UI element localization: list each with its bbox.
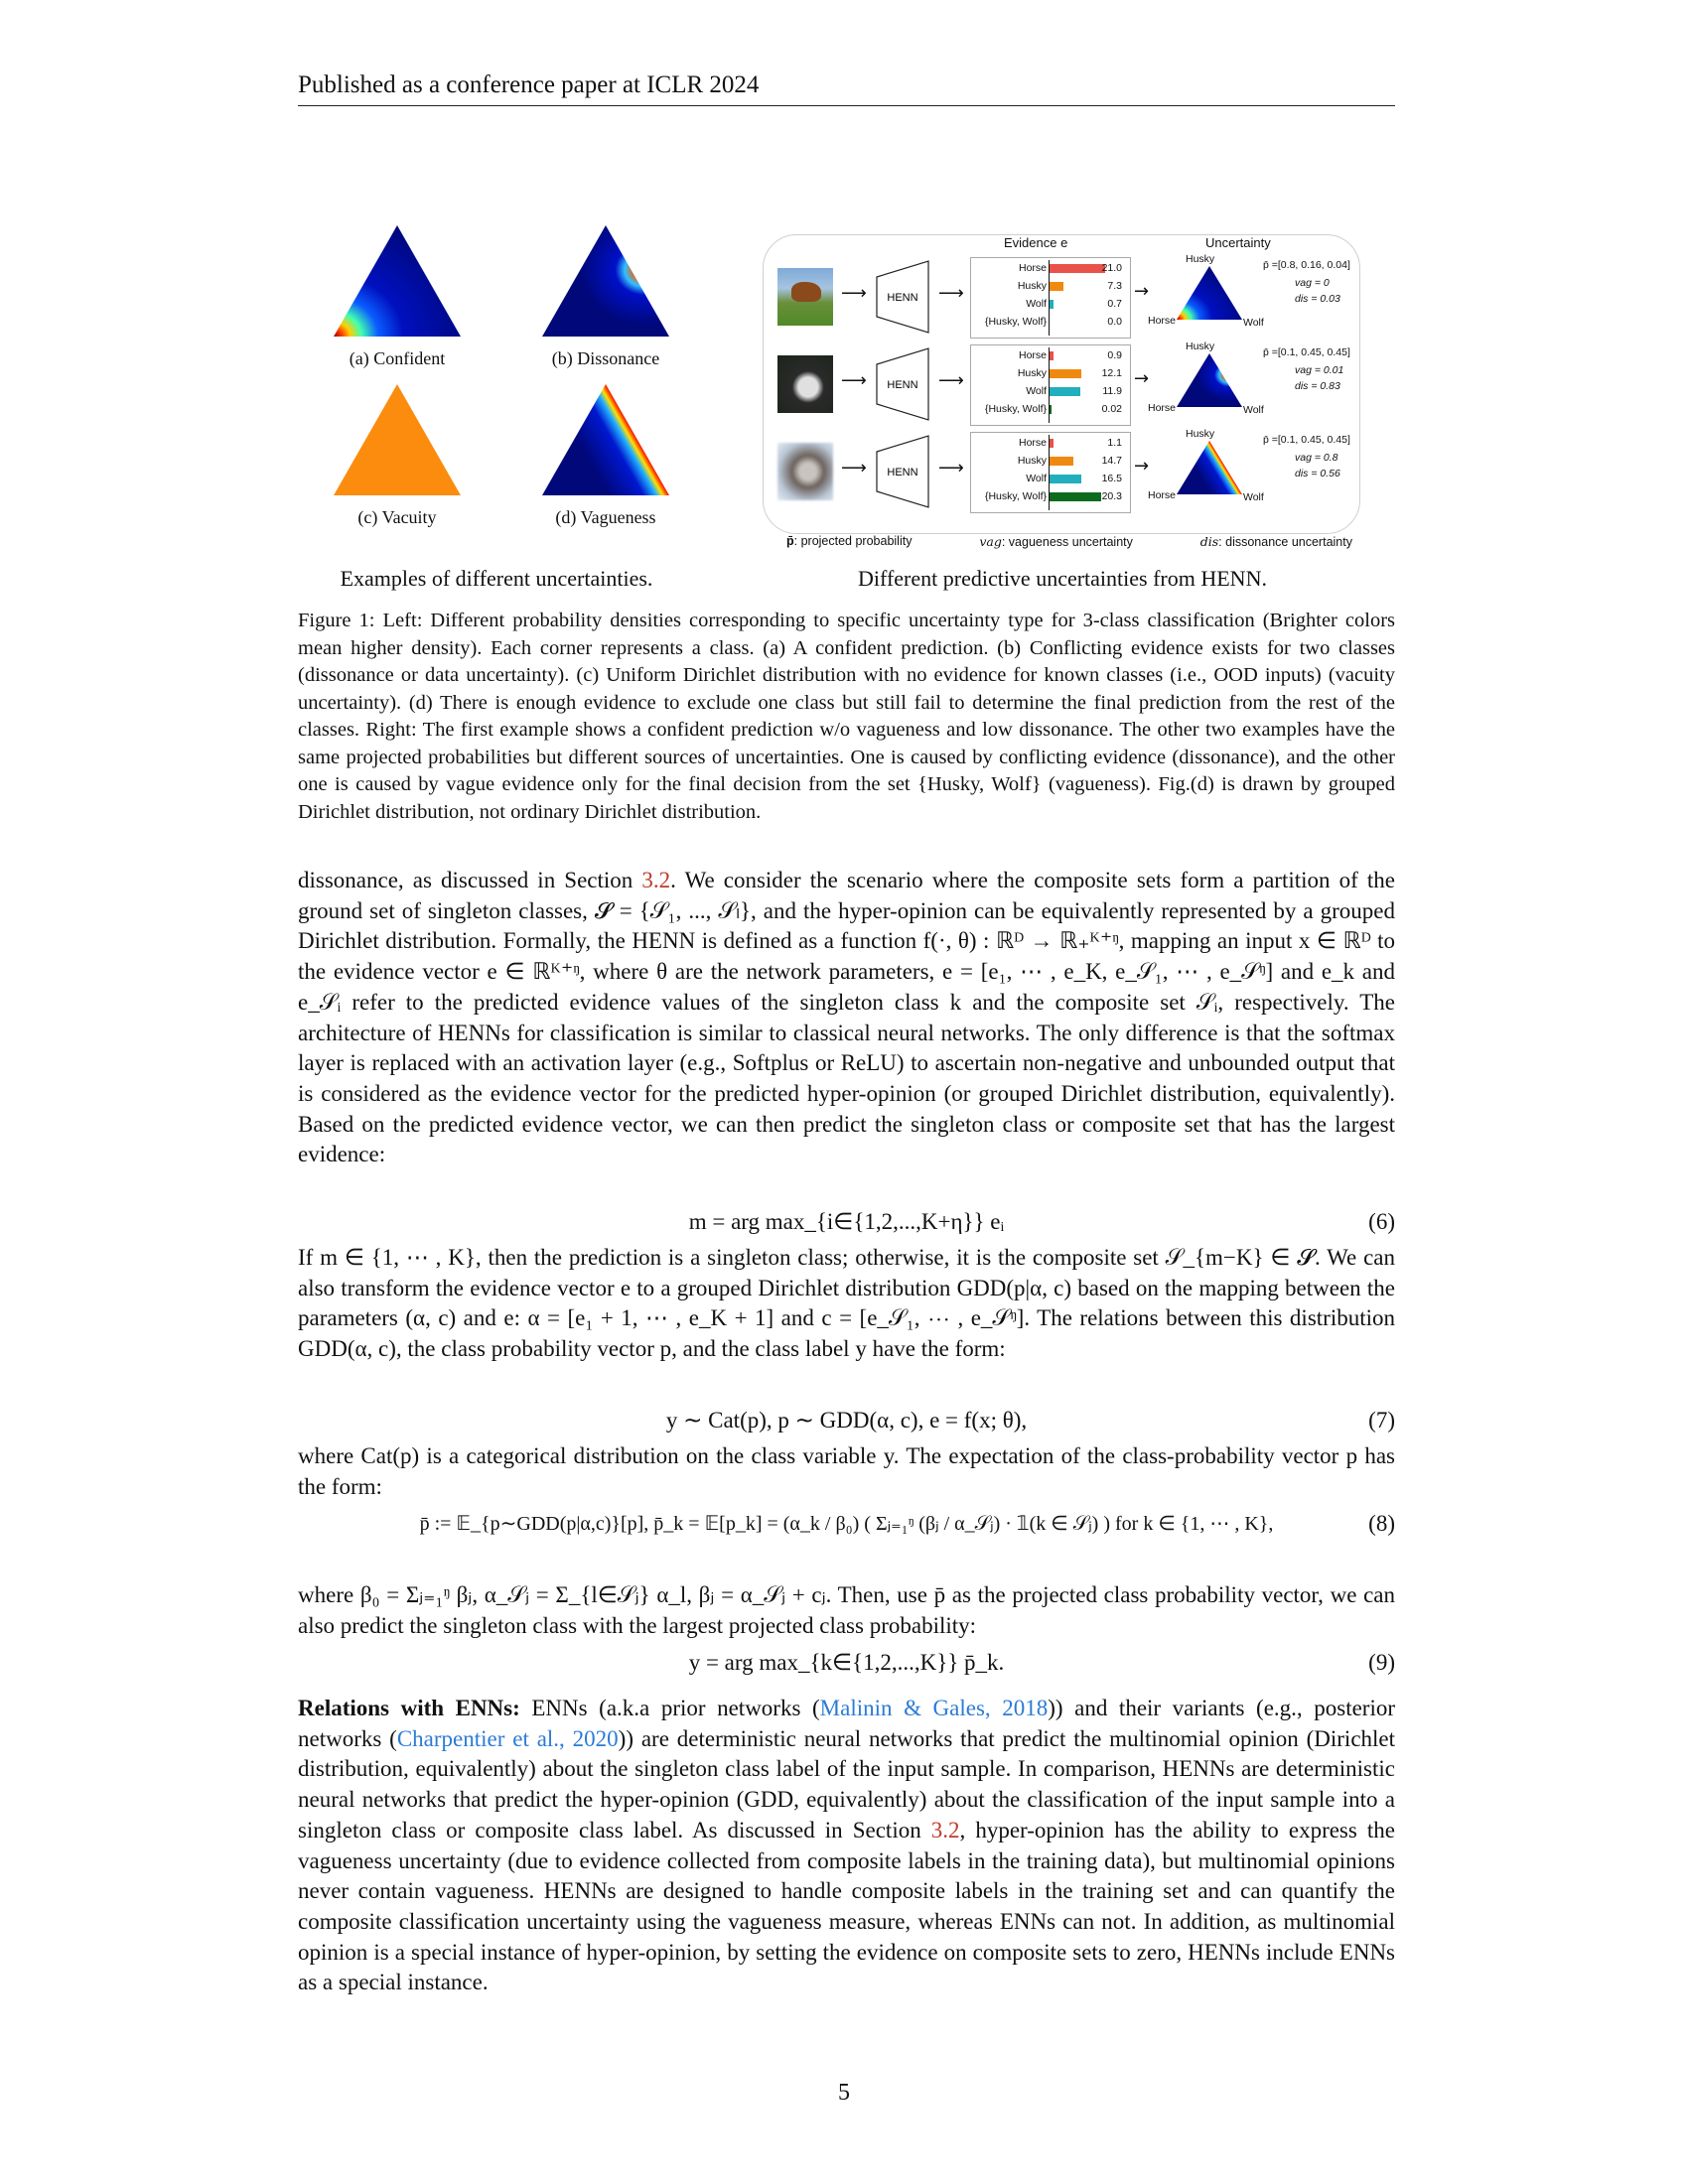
paragraph-relations-with-enns: Relations with ENNs: ENNs (a.k.a prior networks (Malinin & Gales, 2018)) and their variants (e.g., posterior networks (Charpentier et al., 2020)) are deterministic neural networks that predict the multinomial opinion (Dirichlet distribution, equivalently) about the singleton class label of the input sample. In comparison, HENNs are deterministic neural networks that predict the hyper-opinion (GDD, equivalently) about the classification of the input sample into a singleton class or composite class label. As discussed in Section 3.2, hyper-opinion has the ability to express the vagueness uncertainty (due to evidence collected from composite labels in the training data), but multinomial opinions never contain vagueness. HENNs are designed to handle composite labels in the training set and can quantify the composite classification uncertainty using the vagueness measure, whereas ENNs can not. In addition, as multinomial opinion is a special instance of hyper-opinion, by setting the evidence on composite sets to zero, HENNs include ENNs as a special instance.: [298, 1696, 1396, 1995]
vagueness-simplex: [540, 382, 671, 497]
equation-7: y ∼ Cat(p), p ∼ GDD(α, c), e = f(x; θ), (7): [665, 1408, 1395, 1433]
panel-label: (d) Vagueness: [555, 507, 656, 527]
arrow-icon: ⟶: [841, 370, 867, 391]
panel-confident: [308, 223, 487, 369]
uncertainty-panel: → Husky Horse Wolf p̄ =[0.1, 0.45, 0.45] vag = 0.8 dis = 0.56: [1134, 428, 1350, 503]
equation-8: p̄ := 𝔼_{p∼GDD(p|α,c)}[p], p̄_k = 𝔼[p_k] = (α_k / β₀) ( Σⱼ₌₁ᵑ (βⱼ / α_𝒮ⱼ) · 𝟙(k ∈ 𝒮ⱼ) ) for k ∈ {1, ⋯ , K}, (8): [419, 1511, 1395, 1536]
arrow-icon: →: [1134, 456, 1150, 477]
confident-simplex: [332, 223, 463, 339]
example-row-horse: [764, 253, 1359, 341]
panel-vacuity: [308, 382, 487, 528]
panel-label: (a) Confident: [349, 348, 446, 368]
legend-item: vag: vagueness uncertainty: [979, 534, 1133, 549]
svg-text:HENN: HENN: [887, 292, 918, 304]
evidence-bar-chart: Horse 1.1 Husky 14.7 Wolf 16.5 {Husky, Wolf} 20.3: [970, 432, 1131, 513]
evidence-bar-chart: Horse 0.9 Husky 12.1 Wolf 11.9 {Husky, Wolf} 0.02: [970, 344, 1131, 426]
legend-item: p̄: projected probability: [786, 534, 913, 548]
equation-number: (8): [1368, 1511, 1395, 1536]
panel-vagueness: [516, 382, 695, 528]
equation-6: m = arg max_{i∈{1,2,...,K+η}} eᵢ (6): [688, 1209, 1395, 1234]
citation-link-charpentier[interactable]: Charpentier et al., 2020: [396, 1725, 619, 1751]
uncertainty-panel: → Husky Horse Wolf p̄ =[0.8, 0.16, 0.04] vag = 0 dis = 0.03: [1134, 253, 1350, 329]
equation-9: y = arg max_{k∈{1,2,...,K}} p̄_k. (9): [688, 1650, 1395, 1675]
blurry-husky-image: [777, 443, 833, 500]
simplex-icon: [1176, 265, 1243, 321]
paragraph-henn-definition: dissonance, as discussed in Section 3.2. We consider the scenario where the composite sets form a partition of the ground set of singleton classes, 𝓢 = {𝒮₁, ..., 𝒮ₗ}, and the hyper-opinion can be equivalently represented by a grouped Dirichlet distribution. Formally, the HENN is defined as a function f(·, θ) : ℝᴰ → ℝ₊ᴷ⁺ᵑ, mapping an input x ∈ ℝᴰ to the evidence vector e ∈ ℝᴷ⁺ᵑ, where θ are the network parameters, e = [e₁, ⋯ , e_K, e_𝒮₁, ⋯ , e_𝒮ᵑ] and e_k and e_𝒮ᵢ refer to the predicted evidence values of the singleton class k and the composite set 𝒮ᵢ, respectively. The architecture of HENNs for classification is similar to classical neural networks. The only difference is that the softmax layer is replaced with an activation layer (e.g., Softplus or ReLU) to ascertain non-negative and unbounded output that is considered as the evidence vector for the predicted hyper-opinion (or grouped Dirichlet distribution, equivalently). Based on the predicted evidence vector, we can then predict the singleton class or composite set that has the largest evidence:: [298, 868, 1395, 1167]
henn-network-shape: [875, 346, 930, 422]
henn-network-shape: [875, 259, 930, 335]
example-row-husky: [764, 341, 1359, 428]
arrow-icon: ⟶: [938, 283, 964, 304]
example-row-blurry-husky: [764, 428, 1359, 515]
citation-link-malinin[interactable]: Malinin & Gales, 2018: [819, 1696, 1049, 1720]
left-subfigure-caption: Examples of different uncertainties.: [340, 566, 653, 591]
equation-number: (6): [1368, 1209, 1395, 1234]
equation-number: (7): [1368, 1408, 1395, 1433]
figure-caption: [298, 608, 1395, 826]
simplex-icon: [1176, 440, 1243, 495]
evidence-column-title: Evidence e: [1004, 235, 1068, 250]
section-link[interactable]: 3.2: [641, 868, 671, 892]
paragraph-gdd-transform: If m ∈ {1, ⋯ , K}, then the prediction is a singleton class; otherwise, it is the composite set 𝒮_{m−K} ∈ 𝓢. We can also transform the evidence vector e to a grouped Dirichlet distribution GDD(p|α, c) based on the mapping between the parameters (α, c) and e: α = [e₁ + 1, ⋯ , e_K + 1] and c = [e_𝒮₁, ⋯ , e_𝒮ᵑ]. The relations between this distribution GDD(α, c), the class probability vector p, and the class label y have the form:: [298, 1245, 1395, 1362]
right-subfigure-caption: Different predictive uncertainties from HENN.: [858, 566, 1267, 591]
figure-caption-text: Left: Different probability densities corresponding to specific uncertainty type for 3-class classification (Brighter colors mean higher density). Each corner represents a class. (a) A confident prediction. (b) Conflicting evidence exists for two classes (dissonance or data uncertainty). (c) Uniform Dirichlet distribution with no evidence for known classes (i.e., OOD inputs) (vacuity uncertainty). (d) There is enough evidence to exclude one class but still fail to determine the final prediction from the rest of the classes. Right: The first example shows a confident prediction w/o vagueness and low dissonance. The other two examples have the same projected probabilities but different sources of uncertainties. One is caused by conflicting evidence (dissonance), and the other one is caused by vague evidence only for the final decision from the set {Husky, Wolf} (vagueness). Fig.(d) is drawn by grouped Dirichlet distribution, not ordinary Dirichlet distribution.: [298, 610, 1396, 823]
panel-label: (b) Dissonance: [551, 348, 660, 368]
arrow-icon: ⟶: [841, 458, 867, 478]
dissonance-simplex: [540, 223, 671, 339]
legend-item: dis: dissonance uncertainty: [1199, 534, 1352, 549]
simplex-icon: [1176, 352, 1243, 408]
page-number: 5: [838, 2080, 850, 2106]
running-header: Published as a conference paper at ICLR 2024: [298, 71, 1395, 106]
uncertainty-panel: → Husky Horse Wolf p̄ =[0.1, 0.45, 0.45] vag = 0.01 dis = 0.83: [1134, 341, 1350, 416]
paragraph-heading: Relations with ENNs:: [298, 1696, 520, 1720]
equation-number: (9): [1368, 1650, 1395, 1675]
figure-left-panels: [298, 223, 695, 601]
paragraph-expectation: where Cat(p) is a categorical distribution on the class variable y. The expectation of the class-probability vector p has the form:: [298, 1443, 1395, 1499]
paragraph-beta-definitions: where β₀ = Σⱼ₌₁ᵑ βⱼ, α_𝒮ⱼ = Σ_{l∈𝒮ⱼ} α_l, βⱼ = α_𝒮ⱼ + cⱼ. Then, use p̄ as the projected class probability vector, we can also predict the singleton class with the largest projected class probability:: [298, 1582, 1395, 1638]
husky-image: [777, 355, 833, 413]
arrow-icon: ⟶: [938, 370, 964, 391]
figure-right-henn-diagram: [763, 234, 1360, 534]
panel-label: (c) Vacuity: [357, 507, 437, 527]
figure-legend: [786, 534, 1352, 549]
horse-image: [777, 268, 833, 326]
evidence-bar-chart: Horse 21.0 Husky 7.3 Wolf 0.7 {Husky, Wolf} 0.0: [970, 257, 1131, 339]
section-link[interactable]: 3.2: [930, 1817, 960, 1843]
vacuity-simplex: [332, 382, 463, 497]
svg-text:HENN: HENN: [887, 467, 918, 478]
figure-label: Figure 1:: [298, 610, 383, 631]
arrow-icon: →: [1134, 368, 1150, 389]
arrow-icon: ⟶: [938, 458, 964, 478]
svg-text:HENN: HENN: [887, 379, 918, 391]
uncertainty-column-title: Uncertainty: [1205, 235, 1271, 250]
panel-dissonance: [516, 223, 695, 369]
henn-network-shape: [875, 434, 930, 509]
arrow-icon: ⟶: [841, 283, 867, 304]
arrow-icon: →: [1134, 281, 1150, 302]
